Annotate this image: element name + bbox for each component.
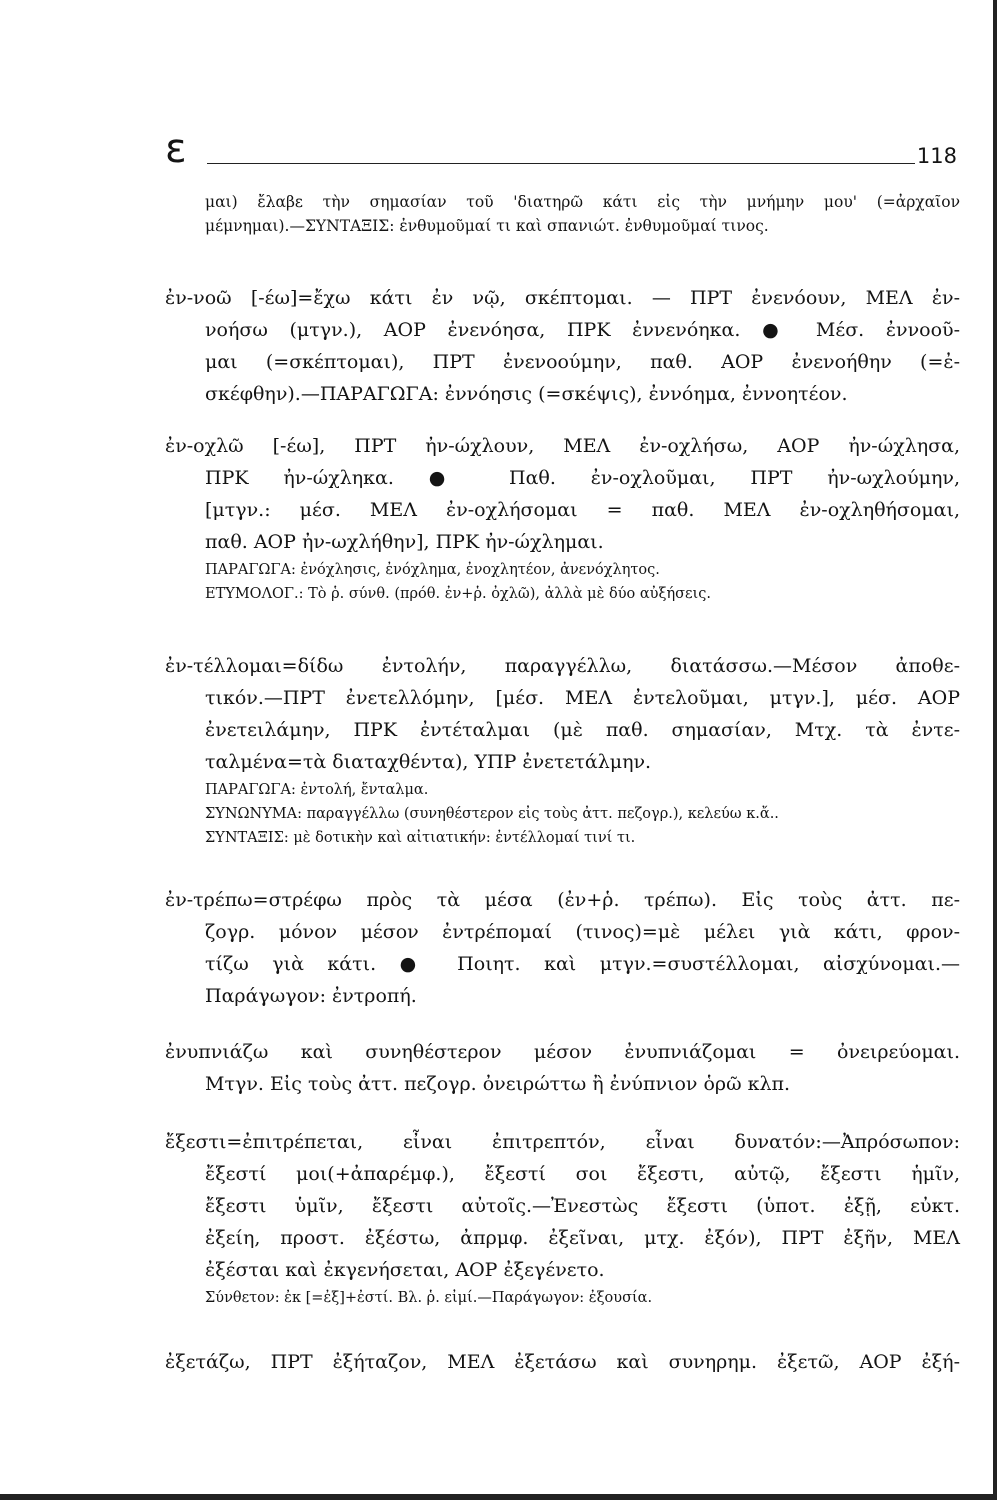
entry-subline: ΕΤΥΜΟΛΟΓ.: Τὸ ῥ. σύνθ. (πρόθ. ἐν+ῥ. ὀχλῶ), ἀλλὰ μὲ δύο αὐξήσεις. bbox=[205, 586, 711, 602]
entry-line: ζογρ. μόνον μέσον ἐντρέπομαί (τινος)=μὲ μέλει γιὰ κάτι, φρον- bbox=[205, 921, 960, 943]
entry-entrepo bbox=[165, 884, 960, 1012]
entry-line: ἔξεστι=ἐπιτρέπεται, εἶναι ἐπιτρεπτόν, εἶναι δυνατόν:—Ἀπρόσωπον: bbox=[165, 1131, 960, 1153]
entry-line: ἐνυπνιάζω καὶ συνηθέστερον μέσον ἐνυπνιάζομαι = ὀνειρεύομαι. bbox=[165, 1041, 960, 1063]
entry-line: ἐνετειλάμην, ΠΡΚ ἐντέταλμαι (μὲ παθ. σημασίαν, Μτχ. τὰ ἐντε- bbox=[205, 719, 960, 741]
entry-line: σκέφθην).—ΠΑΡΑΓΩΓΑ: ἐννόησις (=σκέψις), ἐννόημα, ἐννοητέον. bbox=[205, 383, 848, 405]
text-line: μαι) ἔλαβε τὴν σημασίαν τοῦ 'διατηρῶ κάτι εἰς τὴν μνήμην μου' (=ἀρχαῖον bbox=[205, 193, 960, 211]
entry-subline: ΣΥΝΤΑΞΙΣ: μὲ δοτικὴν καὶ αἰτιατικήν: ἐντέλλομαί τινί τι. bbox=[205, 830, 636, 846]
entry-enochlo bbox=[165, 430, 960, 606]
entry-line: παθ. ΑΟΡ ἠν-ωχλήθην], ΠΡΚ ἠν-ώχλημαι. bbox=[205, 531, 604, 553]
entry-line: ἐν-τρέπω=στρέφω πρὸς τὰ μέσα (ἐν+ῥ. τρέπω). Εἰς τοὺς ἀττ. πε- bbox=[165, 889, 960, 911]
entry-entellomai bbox=[165, 650, 960, 850]
entry-line: νοήσω (μτγν.), ΑΟΡ ἐνενόησα, ΠΡΚ ἐννενόηκα. ● Μέσ. ἐννοοῦ- bbox=[205, 319, 960, 341]
entry-line: ἐξέσται καὶ ἐκγενήσεται, ΑΟΡ ἐξεγένετο. bbox=[205, 1259, 605, 1281]
continuation-paragraph bbox=[205, 190, 960, 238]
entry-line: ἔξεστί μοι(+ἀπαρέμφ.), ἔξεστί σοι ἔξεστι, αὐτῷ, ἔξεστι ἡμῖν, bbox=[205, 1163, 960, 1185]
entry-line: μαι (=σκέπτομαι), ΠΡΤ ἐνενοούμην, παθ. ΑΟΡ ἐνενοήθην (=ἐ- bbox=[205, 351, 960, 373]
entry-subline: ΠΑΡΑΓΩΓΑ: ἐνόχλησις, ἐνόχλημα, ἐνοχλητέον, ἀνενόχλητος. bbox=[205, 562, 660, 578]
entry-enypniazo bbox=[165, 1036, 960, 1100]
section-letter: ε bbox=[165, 126, 187, 172]
text-line: μέμνημαι).—ΣΥΝΤΑΞΙΣ: ἐνθυμοῦμαί τι καὶ σπανιώτ. ἐνθυμοῦμαί τινος. bbox=[205, 217, 769, 235]
entry-line: ἐξετάζω, ΠΡΤ ἐξήταζον, ΜΕΛ ἐξετάσω καὶ συνηρημ. ἐξετῶ, ΑΟΡ ἐξή- bbox=[165, 1351, 960, 1373]
entry-line: ἐν-νοῶ [-έω]=ἔχω κάτι ἐν νῷ, σκέπτομαι. — ΠΡΤ ἐνενόουν, ΜΕΛ ἐν- bbox=[165, 287, 960, 309]
entry-line: ΠΡΚ ἠν-ώχληκα. ● Παθ. ἐν-οχλοῦμαι, ΠΡΤ ἠν-ωχλούμην, bbox=[205, 467, 960, 489]
entry-exesti bbox=[165, 1126, 960, 1310]
entry-line: ταλμένα=τὰ διαταχθέντα), ΥΠΡ ἐνετετάλμην. bbox=[205, 751, 652, 773]
page-header bbox=[165, 126, 963, 174]
entry-subline: ΠΑΡΑΓΩΓΑ: ἐντολή, ἔνταλμα. bbox=[205, 782, 429, 798]
entry-line: ἐν-οχλῶ [-έω], ΠΡΤ ἠν-ώχλουν, ΜΕΛ ἐν-οχλήσω, ΑΟΡ ἠν-ώχλησα, bbox=[165, 435, 960, 457]
entry-ennoo bbox=[165, 282, 960, 410]
entry-line: τίζω γιὰ κάτι. ● Ποιητ. καὶ μτγν.=συστέλλομαι, αἰσχύνομαι.— bbox=[205, 953, 960, 975]
entry-subline: Σύνθετον: ἐκ [=ἐξ]+ἐστί. Βλ. ῥ. εἰμί.—Παράγωγον: ἐξουσία. bbox=[205, 1290, 653, 1306]
entry-line: ἔξεστι ὑμῖν, ἔξεστι αὐτοῖς.—Ἐνεστὼς ἔξεστι (ὑποτ. ἐξῇ, εὐκτ. bbox=[205, 1195, 960, 1217]
entry-line: Μτγν. Εἰς τοὺς ἀττ. πεζογρ. ὀνειρώττω ἢ ἐνύπνιον ὁρῶ κλπ. bbox=[205, 1073, 791, 1095]
entry-exetazo bbox=[165, 1346, 960, 1378]
entry-line: [μτγν.: μέσ. ΜΕΛ ἐν-οχλήσομαι = παθ. ΜΕΛ ἐν-οχληθήσομαι, bbox=[205, 499, 960, 521]
entry-line: ἐν-τέλλομαι=δίδω ἐντολήν, παραγγέλλω, διατάσσω.—Μέσον ἀποθε- bbox=[165, 655, 960, 677]
entry-line: τικόν.—ΠΡΤ ἐνετελλόμην, [μέσ. ΜΕΛ ἐντελοῦμαι, μτγν.], μέσ. ΑΟΡ bbox=[205, 687, 960, 709]
header-rule bbox=[207, 163, 915, 164]
page-number: 118 bbox=[916, 144, 957, 168]
entry-line: Παράγωγον: ἐντροπή. bbox=[205, 985, 417, 1007]
entry-subline: ΣΥΝΩΝΥΜΑ: παραγγέλλω (συνηθέστερον εἰς τοὺς ἀττ. πεζογρ.), κελεύω κ.ἄ.. bbox=[205, 806, 779, 822]
entry-line: ἐξείη, προστ. ἐξέστω, ἀπρμφ. ἐξεῖναι, μτχ. ἐξόν), ΠΡΤ ἐξῆν, ΜΕΛ bbox=[205, 1227, 960, 1249]
